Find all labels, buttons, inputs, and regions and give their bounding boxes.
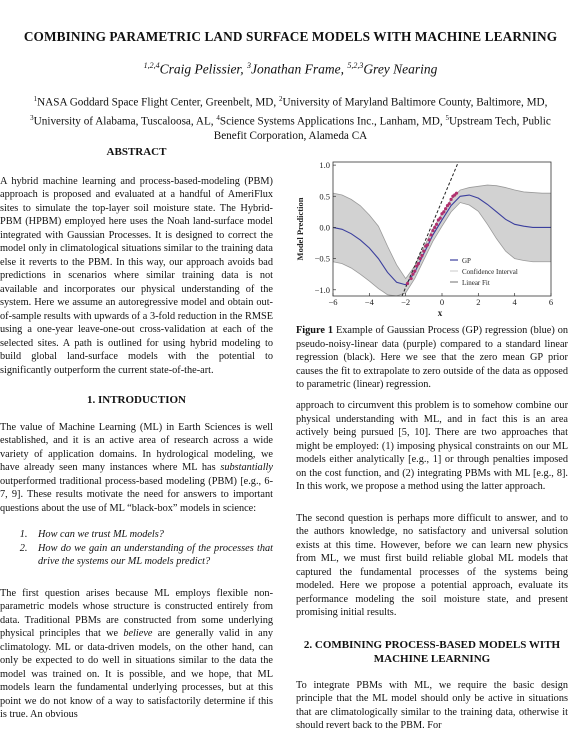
data-point <box>428 238 431 241</box>
question-item: 1. How can we trust ML models? <box>30 528 273 542</box>
affiliation-line-3: Benefit Corporation, Alameda CA <box>213 130 368 143</box>
figure-caption <box>296 324 568 392</box>
data-point <box>410 277 413 280</box>
affil-marker: 4 <box>216 113 220 122</box>
y-axis-label: Model Prediction <box>295 197 305 261</box>
affil-marker: 5 <box>445 113 449 122</box>
x-tick-label: −2 <box>401 297 411 307</box>
right-paragraph-1: approach to circumvent this problem is to somehow combine our physical understanding with ML, and in fact this is an area actively being pursued [5, 10]. There are two approaches that might be employed: (1) imposing physical constraints on our ML models either analytically [e.g., 1] or through penalties imposed on the cost function, and (2) integrating PBMs with ML [e.g., 8]. In this work, we propose a method using the latter approach. <box>296 400 568 492</box>
author-3-name: Grey Nearing <box>363 61 438 77</box>
introduction-section <box>0 394 273 722</box>
affil-marker: 3 <box>30 113 34 122</box>
x-tick-label: 0 <box>439 297 445 307</box>
paper-title: COMBINING PARAMETRIC LAND SURFACE MODELS WITH MACHINE LEARNING <box>23 29 558 44</box>
author-1-affil: 1,2,4 <box>143 61 160 70</box>
intro-text: are generally valid in any climatology. ML or data-driven models, on the other hand, can only be expected to do well in situations similar to the data the model was trained on. It is possible, and we hope, that ML models learn the fundamental underlying processes, but at this point we do not know of a way to satisfactorily determine if this is true. An obvious <box>0 628 273 720</box>
affil-text: University of Maryland Baltimore County, Baltimore, MD, <box>282 96 548 109</box>
author-1-name: Craig Pelissier <box>159 61 241 77</box>
x-tick-label: −6 <box>328 297 338 307</box>
intro-paragraph-2 <box>0 587 273 722</box>
caption-label: Figure 1 <box>296 325 334 336</box>
affil-marker: 2 <box>278 95 283 103</box>
intro-text: outperformed traditional process-based modeling (PBM) [e.g., 6-7, 9]. These results motivate the need for answers to important questions about the use of ML “black-box” models in science: <box>0 475 273 514</box>
introduction-heading: 1. INTRODUCTION <box>86 394 186 406</box>
y-tick-label: 1.0 <box>319 160 330 171</box>
author-2-affil: 3 <box>246 61 251 70</box>
data-point <box>442 210 445 213</box>
intro-emphasis: substantially <box>220 462 273 473</box>
figure-1 <box>295 158 570 320</box>
affiliation-line-1 <box>18 92 563 111</box>
right-paragraph-2: The second question is perhaps more difficult to answer, and to the authors knowledge, no satisfactory and universal solution exists at this time. However, before we can learn new physics from ML, we must first build reliable global ML models that captured the fundamental processes of the systems being modeled. Here we propose a potential approach, evaluate its performance modeling the soil moisture state, and present promising initial results. <box>296 512 568 618</box>
research-questions <box>0 528 273 569</box>
legend-label: Linear Fit <box>462 279 490 287</box>
intro-text: The value of Machine Learning (ML) in Earth Sciences is well established, and it is an active area of research across a wide variety of application domains. In hydrological modeling, we have already seen many instances where ML has <box>0 421 273 473</box>
affil-text: University of Alabama, Tuscaloosa, AL, <box>33 115 217 128</box>
data-point <box>411 273 414 276</box>
abstract-section <box>0 146 273 377</box>
data-point <box>449 198 452 201</box>
author-list: $^{1,2,4}$Craig Pelissier, $^3$Jonathan Frame, $^{5,2,3}$Grey Nearing <box>143 61 438 77</box>
intro-text: The first question arises because ML employs flexible non-parametric models whose structure is constructed entirely from data. Traditional PBMs are constructed from some underlying physical principles that we <box>0 587 273 639</box>
data-point <box>431 229 434 232</box>
affil-text: NASA Goddard Space Flight Center, Greenbelt, MD, <box>37 96 279 109</box>
author-3-affil: 5,2,3 <box>347 61 364 70</box>
intro-emphasis: believe <box>123 628 153 639</box>
data-point <box>419 257 422 260</box>
x-tick-label: 6 <box>548 297 554 307</box>
data-point <box>455 192 458 195</box>
data-point <box>430 233 433 236</box>
section-2-heading <box>296 638 568 666</box>
data-point <box>406 282 409 285</box>
affil-text: Science Systems Applications Inc., Lanham, MD, <box>219 115 446 128</box>
question-item: 2. How do we gain an understanding of the processes that drive the systems our ML models predict? <box>30 542 273 569</box>
data-point <box>417 262 420 265</box>
affiliations <box>18 92 563 144</box>
affiliation-line-2 <box>18 111 563 130</box>
y-tick-label: −1.0 <box>314 284 330 295</box>
data-point <box>426 243 429 246</box>
abstract-heading: ABSTRACT <box>106 146 167 158</box>
right-paragraph-3: To integrate PBMs with ML, we require the basic design principle that the ML model should only be active in situations that are climatologically similar to the training data, otherwise it should revert back to the PBM. For <box>296 679 568 731</box>
y-tick-label: −0.5 <box>314 253 330 264</box>
y-tick-label: 0.5 <box>319 191 330 202</box>
data-point <box>413 269 416 272</box>
linear-fit-line <box>402 162 458 296</box>
data-point <box>420 254 423 257</box>
data-point <box>444 207 447 210</box>
data-point <box>448 202 451 205</box>
data-point <box>439 216 442 219</box>
x-axis-label: x <box>437 308 443 318</box>
legend-label: Confidence Interval <box>462 268 518 276</box>
x-tick-label: 4 <box>512 297 517 307</box>
y-tick-label: 0.0 <box>319 222 330 233</box>
legend-label: GP <box>462 257 471 265</box>
x-tick-label: −4 <box>364 297 374 307</box>
author-2-name: Jonathan Frame <box>250 61 341 77</box>
right-column-text <box>296 399 568 733</box>
abstract-text: A hybrid machine learning and process-based-modeling (PBM) approach is proposed and evaluated at a handful of AmeriFlux sites to simulate the top-layer soil moisture state. The Hybrid-PBM (HPBM) employed here uses the Noah land-surface model integrated with Gaussian Processes. It is designed to correct the model only in climatological situations similar to the training data else it reverts to the PBM. In this way, our approach avoids bad predictions in scenarios where similar training data is not available and incorporates our physical understanding of the system. Here we assume an autoregressive model and obtain out-of-sample results with upwards of a 3-fold reduction in the RMSE using a one-year leave-one-out cross-validation at each of the selected sites. A path is outlined for using hybrid modeling to build global land-surface models with the potential to significantly outperform the current state-of-the-art. <box>0 175 273 376</box>
data-point <box>422 250 425 253</box>
affil-text: Upstream Tech, Public <box>448 115 551 128</box>
section-2-heading-line: 2. COMBINING PROCESS-BASED MODELS WITH <box>303 638 561 651</box>
gp-regression-chart <box>295 158 570 320</box>
affil-marker: 1 <box>33 95 38 103</box>
intro-paragraph-1 <box>0 421 273 516</box>
caption-text: Example of Gaussian Process (GP) regression (blue) on pseudo-noisy-linear data (purple) compared to a standard linear regression (black). Here we see that the zero mean GP prior causes the fit to extrapolate to zero outside of the data as opposed to parametric (linear) regression. <box>296 325 568 390</box>
section-2-heading-line: MACHINE LEARNING <box>373 652 491 665</box>
data-point <box>433 226 436 229</box>
x-tick-label: 2 <box>476 297 481 307</box>
data-point <box>435 223 438 226</box>
